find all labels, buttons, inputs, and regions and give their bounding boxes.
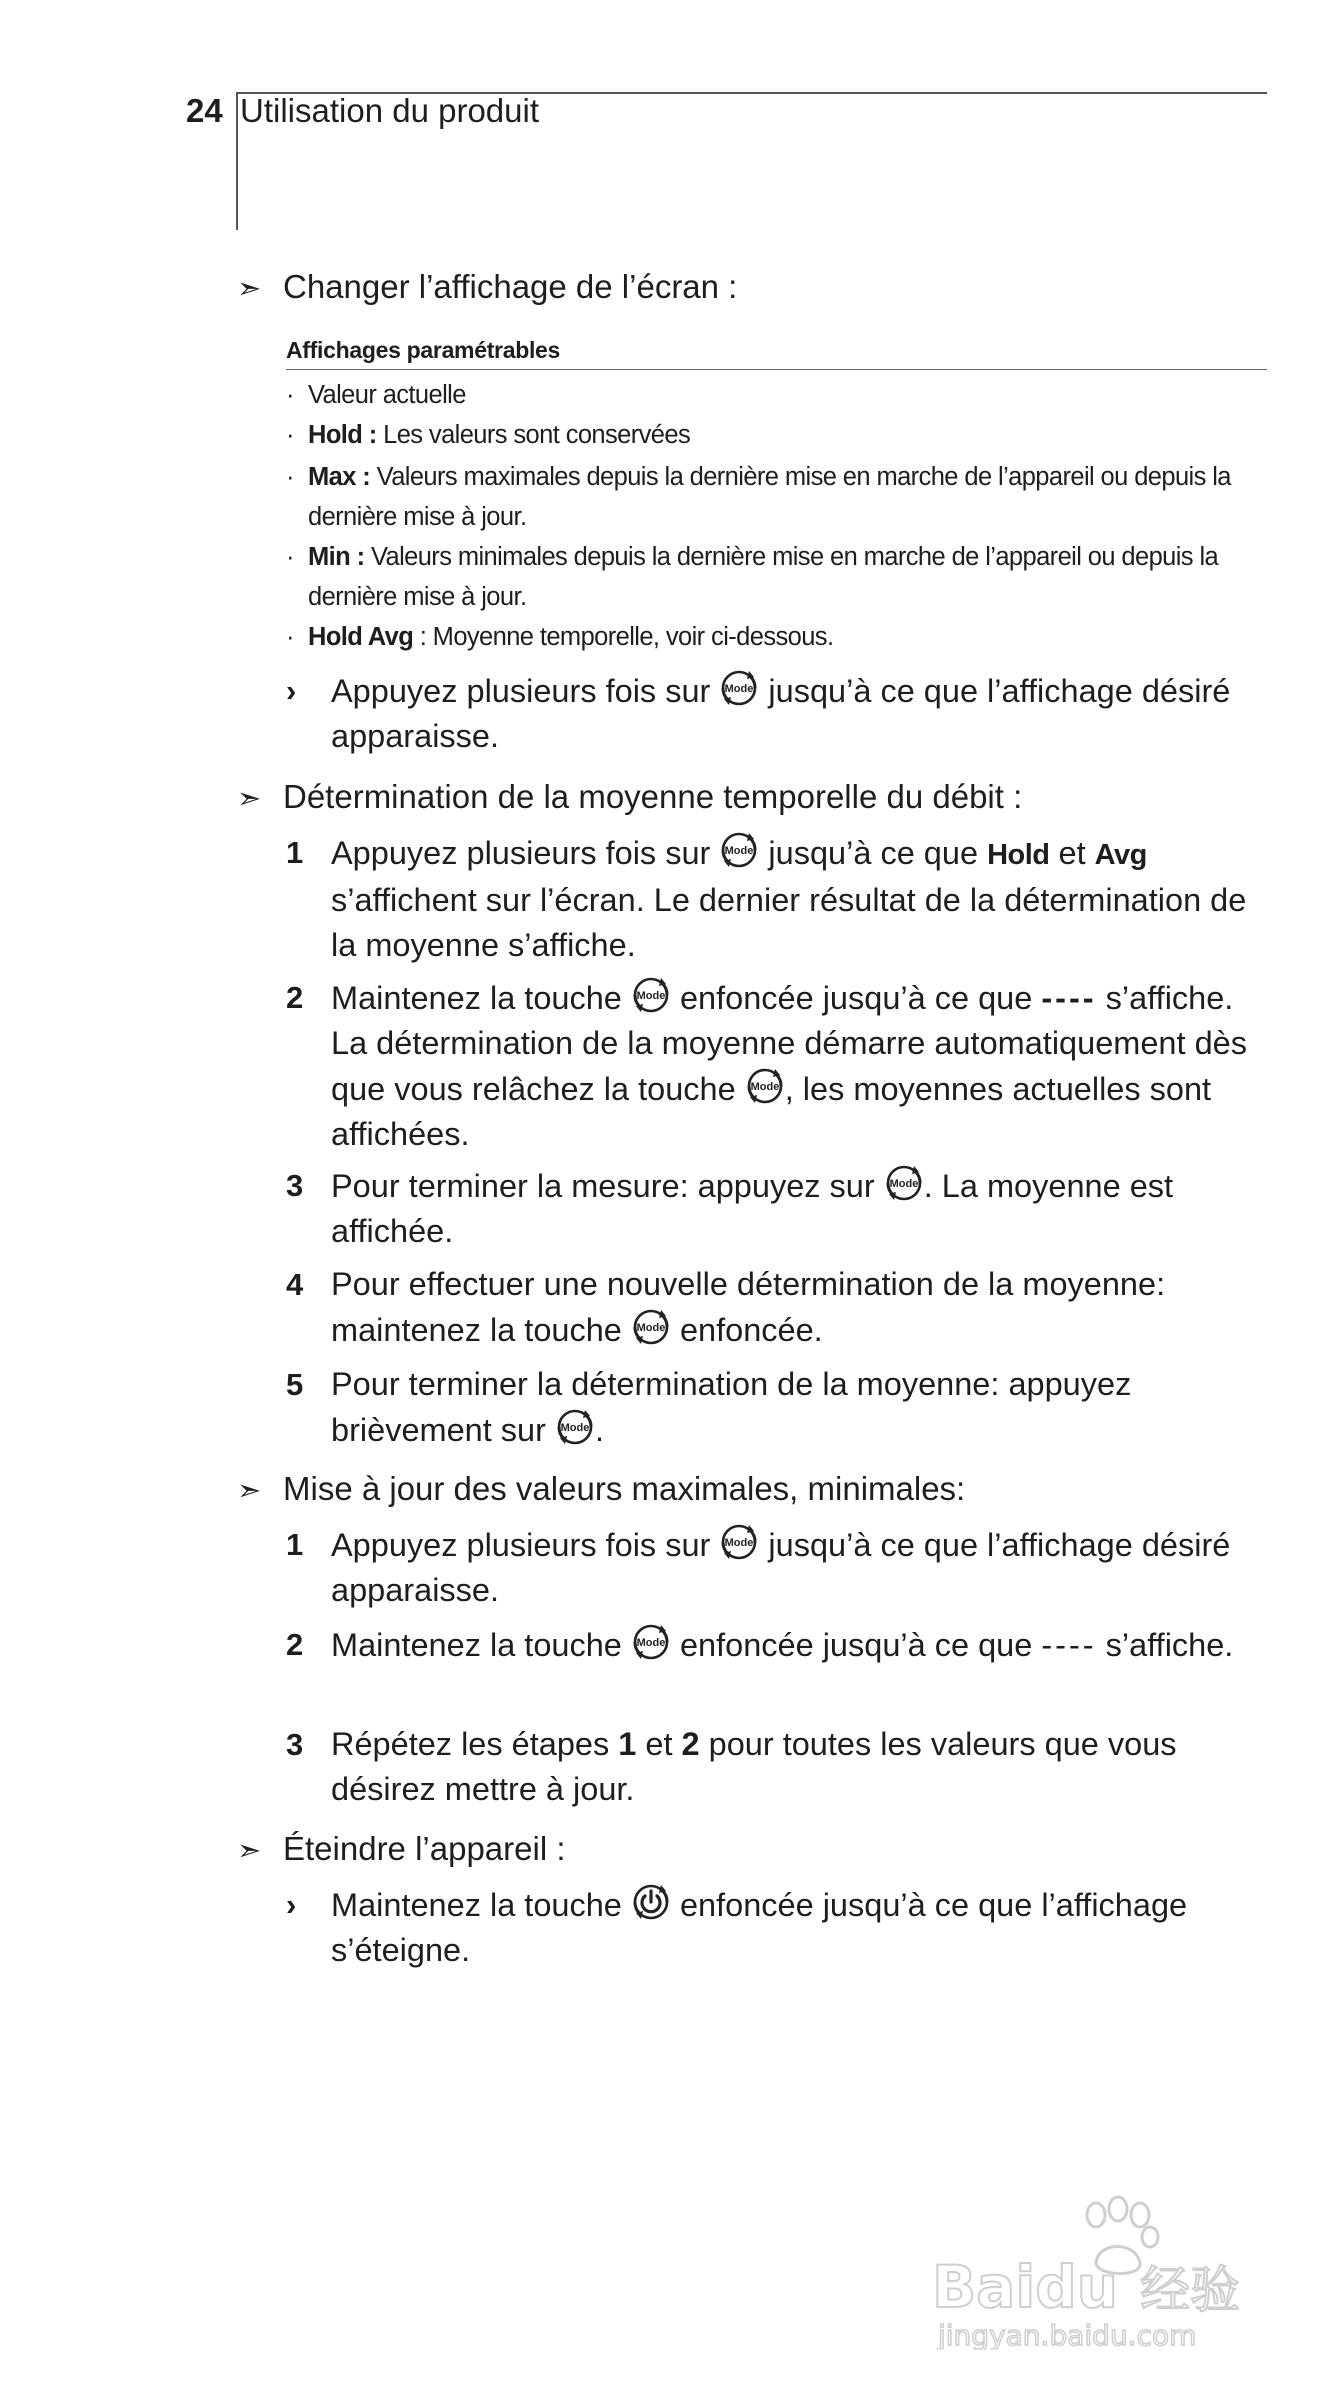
- section-arrow-icon: ➣: [237, 781, 262, 815]
- baidu-watermark: [928, 2185, 1268, 2350]
- numbered-step: 2 Maintenez la touche enfoncée jusqu’à ce que ---- s’affiche. La détermination de la moyenne démarre automatiquement dès que vous relâchez la touche , les moyennes actuelles sont affichées.: [286, 975, 1276, 1157]
- section-arrow-icon: ➣: [237, 1473, 262, 1507]
- action-arrow-icon: ›: [286, 1887, 297, 1922]
- mode-key-icon: [631, 1622, 671, 1662]
- mode-key-icon: [719, 1522, 759, 1562]
- power-key-icon: [631, 1882, 671, 1922]
- mode-key-icon: [745, 1066, 785, 1106]
- list-item: · Max : Valeurs maximales depuis la dernière mise en marche de l’appareil ou depuis la dernière mise à jour.: [286, 463, 1231, 531]
- list-item: · Min : Valeurs minimales depuis la dernière mise en marche de l’appareil ou depuis la dernière mise à jour.: [286, 543, 1219, 611]
- list-item: · Valeur actuelle: [286, 381, 466, 409]
- subheading-rule: [286, 369, 1267, 370]
- list-item: · Hold Avg : Moyenne temporelle, voir ci-dessous.: [286, 623, 834, 651]
- numbered-step: 3 Pour terminer la mesure: appuyez sur . La moyenne est affichée.: [286, 1163, 1276, 1254]
- section-title-reset: ➣ Mise à jour des valeurs maximales, minimales:: [237, 1470, 966, 1507]
- section-arrow-icon: ➣: [237, 1833, 262, 1867]
- mode-key-icon: [719, 668, 759, 708]
- running-head: Utilisation du produit: [240, 92, 539, 129]
- numbered-step: 3 Répétez les étapes 1 et 2 pour toutes les valeurs que vous désirez mettre à jour.: [286, 1726, 1177, 1807]
- page-number: 24: [186, 92, 223, 129]
- section-title-power-off: ➣ Éteindre l’appareil :: [237, 1830, 566, 1867]
- section-title-average: ➣ Détermination de la moyenne temporelle du débit :: [237, 778, 1023, 815]
- svg-text:经验: 经验: [1140, 2261, 1240, 2319]
- mode-key-icon: [555, 1407, 595, 1447]
- mode-key-icon: [631, 975, 671, 1015]
- svg-text:Baidu: Baidu: [932, 2253, 1119, 2321]
- action-step: › Maintenez la touche enfoncée jusqu’à ce que l’affichage s’éteigne.: [286, 1882, 1276, 1973]
- mode-key-icon: [631, 1307, 671, 1347]
- mode-key-icon: [719, 830, 759, 870]
- section-arrow-icon: ➣: [237, 271, 262, 305]
- numbered-step: 1 Appuyez plusieurs fois sur jusqu’à ce que Hold et Avg s’affichent sur l’écran. Le dernier résultat de la détermination de la moyenne s’affiche.: [286, 830, 1276, 968]
- action-arrow-icon: ›: [286, 673, 297, 708]
- numbered-step: 4 Pour effectuer une nouvelle détermination de la moyenne: maintenez la touche enfoncée.: [286, 1266, 1166, 1348]
- action-step: › Appuyez plusieurs fois sur jusqu’à ce que l’affichage désiré apparaisse.: [286, 668, 1276, 759]
- list-item: · Hold : Les valeurs sont conservées: [286, 421, 691, 449]
- header-divider: [236, 92, 238, 230]
- subheading: Affichages paramétrables: [286, 337, 561, 363]
- mode-key-icon: [884, 1163, 924, 1203]
- numbered-step: 2 Maintenez la touche enfoncée jusqu’à ce que ---- s’affiche.: [286, 1622, 1276, 1668]
- numbered-step: 1 Appuyez plusieurs fois sur jusqu’à ce que l’affichage désiré apparaisse.: [286, 1522, 1276, 1613]
- section-title-display: ➣ Changer l’affichage de l’écran :: [237, 268, 738, 305]
- svg-text:jingyan.baidu.com: jingyan.baidu.com: [938, 2319, 1197, 2350]
- numbered-step: 5 Pour terminer la détermination de la moyenne: appuyez brièvement sur .: [286, 1366, 1132, 1448]
